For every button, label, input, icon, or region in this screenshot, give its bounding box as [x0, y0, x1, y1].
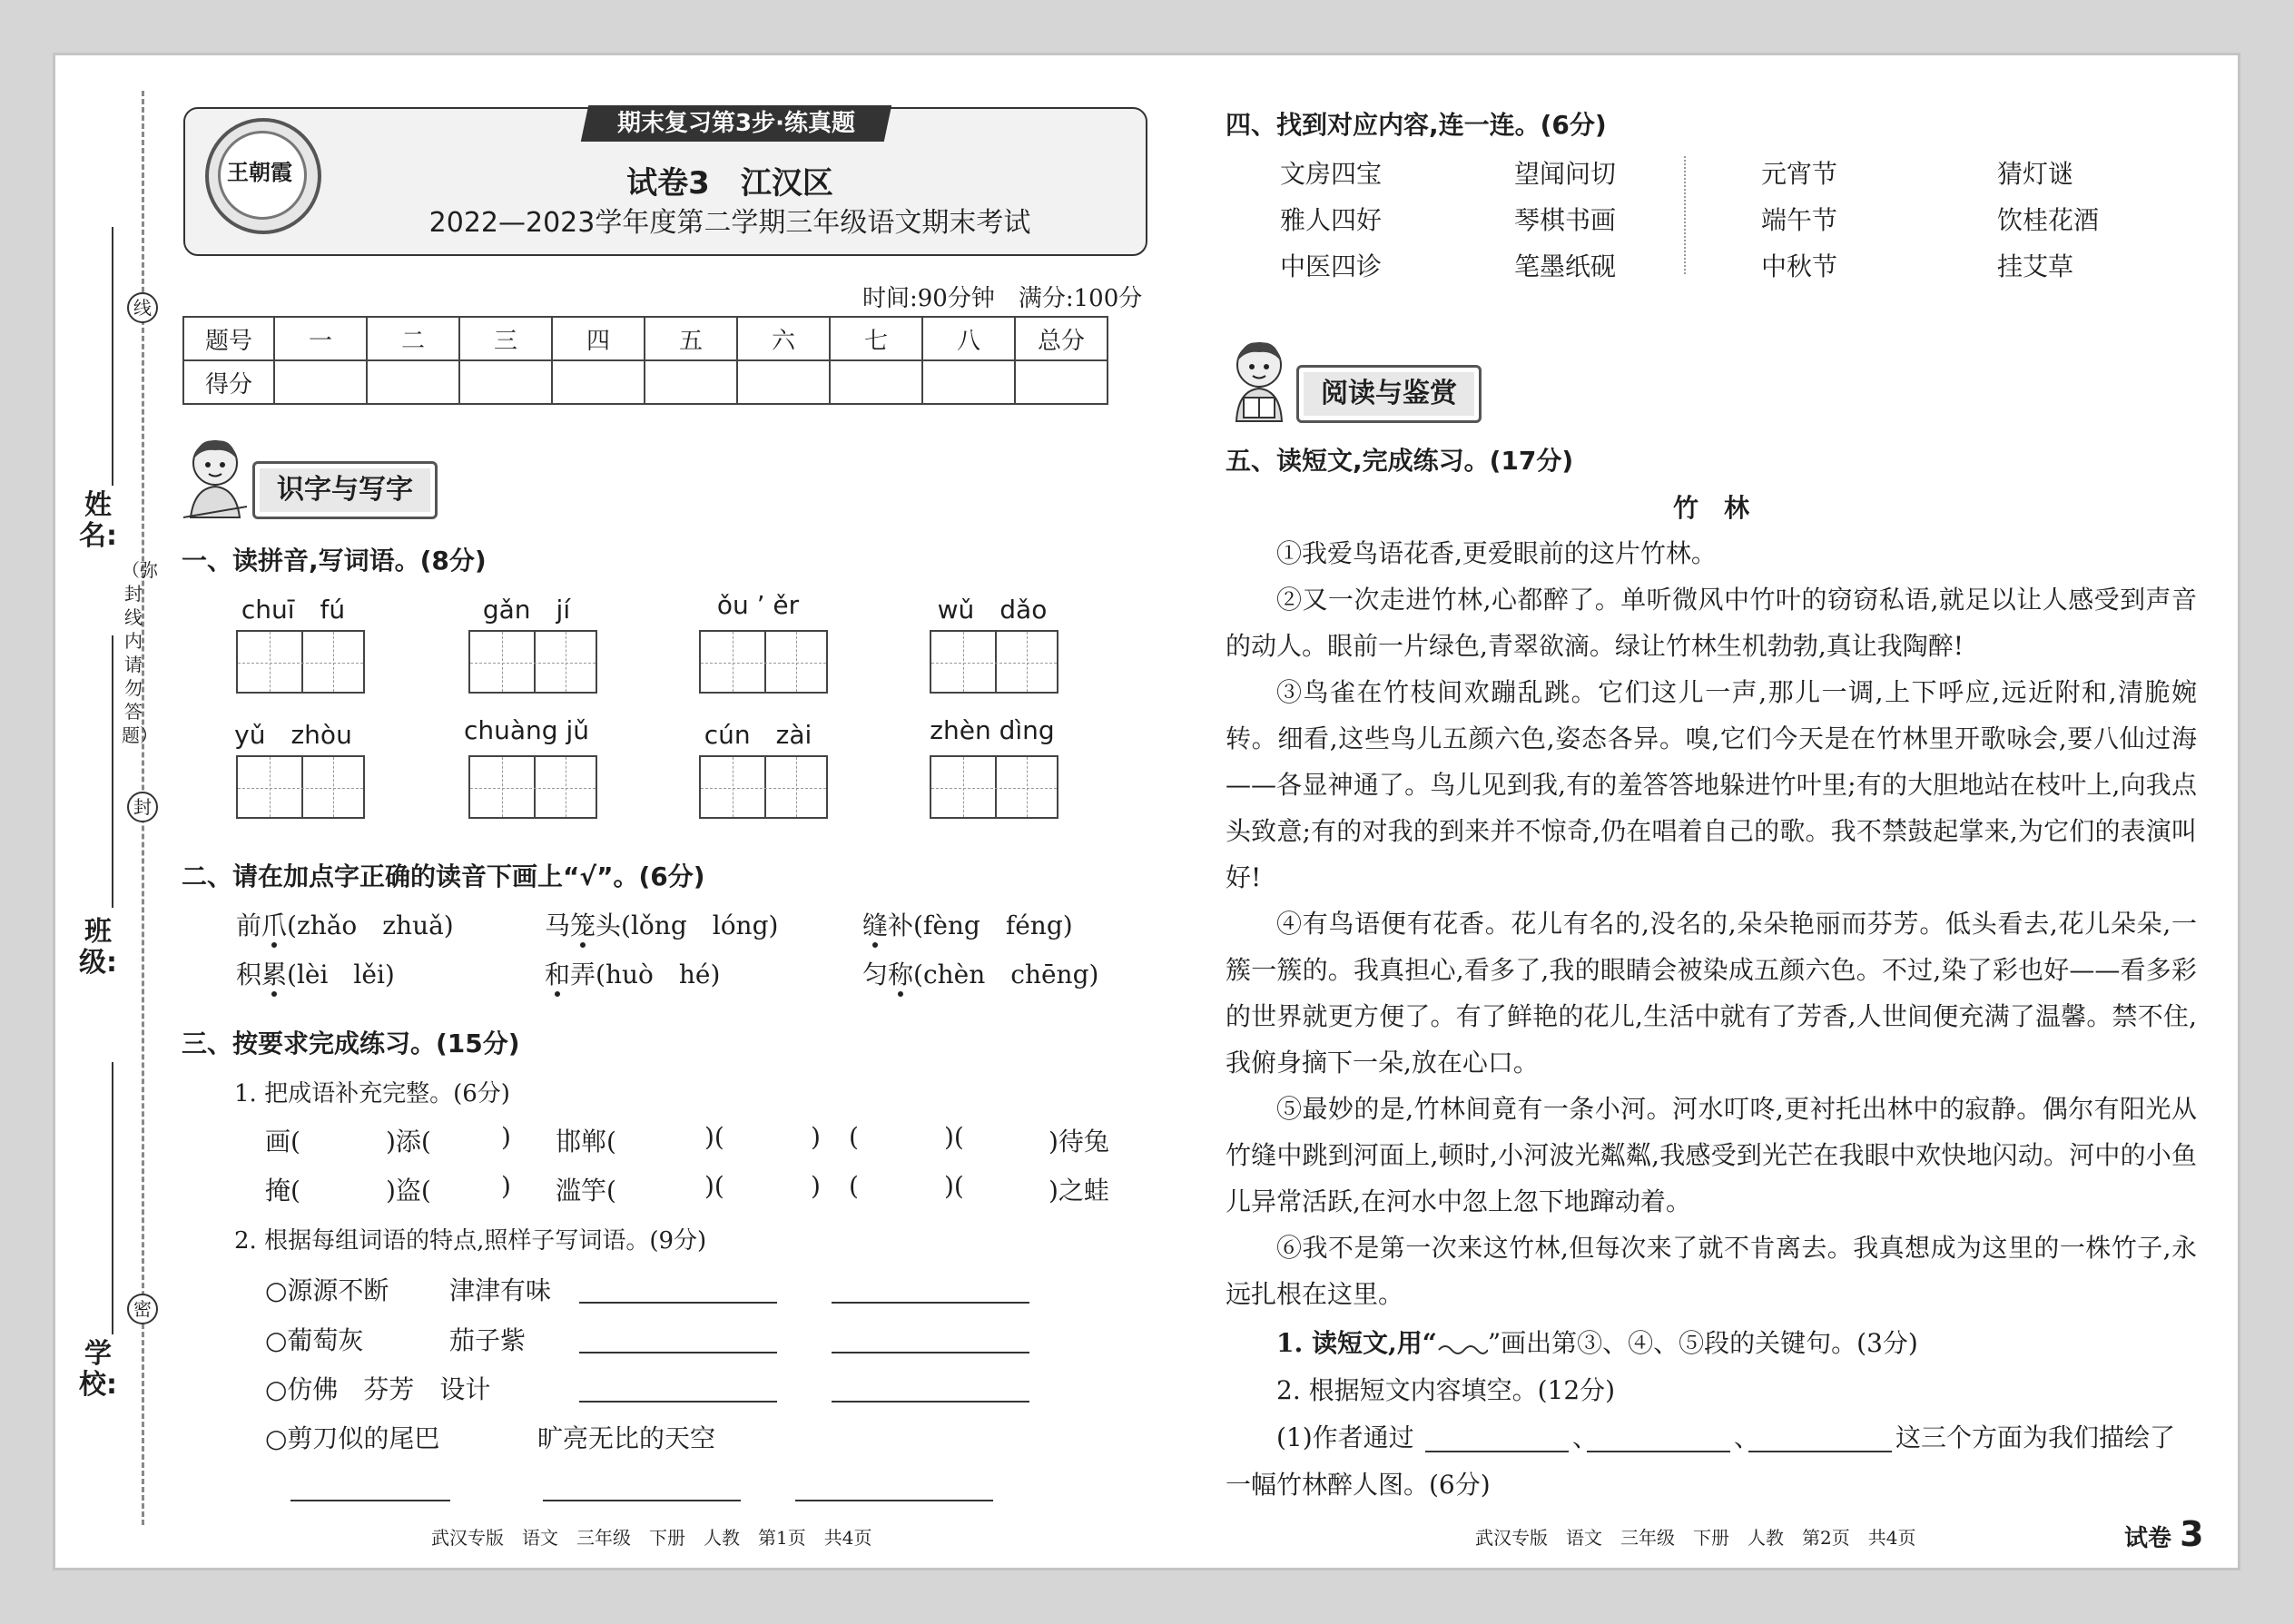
passage-paragraph: ⑥我不是第一次来这竹林,但每次来了就不肯离去。我真想成为这里的一株竹子,永远扎根在这里。	[1226, 1233, 2197, 1309]
score-header-cell: 七	[830, 317, 922, 360]
match-item: 端午节	[1761, 205, 1838, 235]
passage-paragraph: ③鸟雀在竹枝间欢蹦乱跳。它们这儿一声,那儿一调,上下呼应,远近附和,清脆婉转。细看,这些鸟儿五颜六色,姿态各异。嗅,它们今天是在竹林里开歌咏会,要八仙过海——各显神通了。鸟儿见到我,有的羞答答地躲进竹叶里;有的大胆地站在枝叶上,向我点头致意;有的对我的到来并不惊奇,仍在唱着自己的歌。我不禁鼓起掌来,为它们的表演叫好!	[1226, 677, 2197, 892]
footer-right: 武汉专版 语文 三年级 下册 人教 第2页 共4页	[1475, 1527, 1916, 1549]
score-header-cell: 八	[922, 317, 1015, 360]
class-field[interactable]	[112, 635, 113, 908]
student-reading-icon	[1226, 338, 1293, 425]
wavy-line-icon	[1437, 1339, 1488, 1357]
q3-sub1: 1. 把成语补充完整。(6分)	[234, 1080, 510, 1107]
score-header-cell: 二	[367, 317, 459, 360]
q4-title: 四、找到对应内容,连一连。(6分)	[1226, 110, 1607, 140]
paper-subtitle: 2022—2023学年度第二学期三年级语文期末考试	[428, 207, 1031, 239]
score-cell[interactable]	[645, 360, 737, 404]
student-writing-icon	[182, 434, 249, 521]
fill-separator: 、	[1572, 1422, 1599, 1452]
writing-grid[interactable]	[699, 755, 828, 819]
match-item: 文房四宝	[1280, 159, 1383, 189]
writing-grid[interactable]	[930, 630, 1058, 694]
writing-grid[interactable]	[930, 755, 1058, 819]
dotted-char: 和	[545, 960, 571, 989]
answer-line[interactable]	[832, 1352, 1029, 1353]
answer-line[interactable]	[795, 1500, 993, 1501]
q2-item[interactable]: 缝补(fèng féng)	[862, 910, 1073, 940]
match-item: 琴棋书画	[1514, 205, 1617, 235]
match-item: 猜灯谜	[1997, 159, 2074, 189]
score-header-cell: 四	[552, 317, 645, 360]
dotted-char: 笼	[570, 910, 596, 940]
pinyin-label: chuàng jǔ	[464, 715, 589, 745]
writing-grid[interactable]	[468, 755, 597, 819]
q4-column-left-b[interactable]	[1514, 151, 1616, 290]
pinyin-label: gǎn jí	[482, 595, 571, 625]
score-header-cell: 五	[645, 317, 737, 360]
example-word: 津津有味	[449, 1275, 552, 1305]
score-header-cell: 总分	[1015, 317, 1108, 360]
binding-note: （弥封线内请勿答题）	[122, 559, 158, 746]
idiom-row-2[interactable]: 掩( )盗( ) 滥竽( )( ) ( )( )之蛙	[265, 1171, 1109, 1206]
review-step-tag: 期末复习第3步·练真题	[581, 105, 891, 142]
answer-line[interactable]	[832, 1302, 1029, 1304]
q2-item[interactable]: 前爪(zhǎo zhuǎ)	[236, 910, 454, 940]
q1-title: 一、读拼音,写词语。(8分)	[182, 546, 487, 576]
pinyin-label: cún zài	[704, 720, 812, 750]
q2-item[interactable]: 马笼头(lǒng lóng)	[545, 910, 779, 940]
answer-line[interactable]	[543, 1500, 741, 1501]
answer-line[interactable]	[1425, 1451, 1569, 1452]
match-item: 中医四诊	[1280, 251, 1383, 281]
answer-line[interactable]	[1748, 1451, 1892, 1452]
score-cell[interactable]	[367, 360, 459, 404]
q5-title: 五、读短文,完成练习。(17分)	[1226, 446, 1574, 476]
school-label: 学校:	[79, 1338, 117, 1401]
class-label: 班级:	[79, 916, 117, 979]
example-word: 旷亮无比的天空	[537, 1423, 716, 1453]
fill-ending: 一幅竹林醉人图。(6分)	[1226, 1470, 1491, 1500]
score-header-cell: 一	[274, 317, 367, 360]
example-word: ○葡萄灰	[265, 1325, 364, 1355]
binding-mi-mark: 密	[127, 1294, 158, 1324]
dotted-char: 累	[261, 960, 288, 989]
footer-left: 武汉专版 语文 三年级 下册 人教 第1页 共4页	[431, 1527, 872, 1549]
q4-column-right-b[interactable]	[1997, 151, 2099, 290]
q5-sub1: 1. 读短文,用“ ”画出第③、④、⑤段的关键句。(3分)	[1276, 1328, 1918, 1358]
time-info: 时间:90分钟 满分:100分	[862, 285, 1143, 312]
idiom-row-1[interactable]: 画( )添( ) 邯郸( )( ) ( )( )待兔	[265, 1122, 1109, 1156]
passage-title: 竹 林	[1672, 493, 1749, 523]
name-field[interactable]	[112, 227, 113, 486]
score-header-cell: 六	[737, 317, 830, 360]
match-item: 元宵节	[1761, 159, 1838, 189]
score-header-cell: 三	[459, 317, 552, 360]
paper-label: 试卷 3	[2124, 1514, 2204, 1554]
binding-xian-mark: 线	[127, 292, 158, 323]
q2-item[interactable]: 积累(lèi lěi)	[236, 960, 395, 989]
paper-number: 3	[2180, 1514, 2204, 1554]
pinyin-label: zhèn dìng	[930, 715, 1055, 745]
answer-line[interactable]	[832, 1401, 1029, 1403]
publisher-logo	[205, 118, 321, 234]
q3-title: 三、按要求完成练习。(15分)	[182, 1029, 520, 1058]
answer-line[interactable]	[579, 1352, 777, 1353]
example-word: 茄子紫	[449, 1325, 527, 1355]
score-cell[interactable]	[830, 360, 922, 404]
match-item: 挂艾草	[1997, 251, 2074, 281]
score-cell[interactable]	[922, 360, 1015, 404]
answer-line[interactable]	[1587, 1451, 1730, 1452]
q3-sub2: 2. 根据每组词语的特点,照样子写词语。(9分)	[234, 1227, 707, 1255]
paper-header	[183, 107, 1147, 256]
match-item: 雅人四好	[1280, 205, 1383, 235]
writing-grid[interactable]	[699, 630, 828, 694]
answer-line[interactable]	[290, 1500, 450, 1501]
match-item: 中秋节	[1761, 251, 1838, 281]
fill-suffix: 这三个方面为我们描绘了	[1895, 1422, 2176, 1452]
logo-text: 王朝霞	[227, 159, 292, 185]
dotted-char: 爪	[261, 910, 288, 940]
q5-sub2: 2. 根据短文内容填空。(12分)	[1276, 1375, 1616, 1405]
fill-prefix: (1)作者通过	[1276, 1422, 1414, 1452]
score-cell[interactable]	[552, 360, 645, 404]
match-item: 笔墨纸砚	[1514, 251, 1617, 281]
section-badge-reading: 阅读与鉴赏	[1296, 365, 1482, 423]
writing-grid[interactable]	[236, 630, 365, 694]
section-badge-literacy: 识字与写字	[252, 461, 438, 519]
example-word: ○源源不断	[265, 1275, 389, 1305]
score-row-label: 得分	[183, 360, 274, 404]
q2-item[interactable]: 匀称(chèn chēng)	[862, 960, 1099, 989]
example-word: ○仿佛 芬芳 设计	[265, 1374, 491, 1404]
q2-item[interactable]: 和弄(huò hé)	[545, 960, 721, 989]
score-table	[182, 316, 1108, 405]
binding-feng-mark: 封	[127, 792, 158, 822]
score-cell[interactable]	[1015, 360, 1108, 404]
match-item: 望闻问切	[1514, 159, 1617, 189]
answer-line[interactable]	[579, 1302, 777, 1304]
writing-grid[interactable]	[468, 630, 597, 694]
passage-paragraph: ②又一次走进竹林,心都醉了。单听微风中竹叶的窃窃私语,就足以让人感受到声音的动人。眼前一片绿色,青翠欲滴。绿让竹林生机勃勃,真让我陶醉!	[1226, 585, 2197, 661]
pinyin-label: ǒu ’ ěr	[716, 590, 800, 620]
q4-divider	[1684, 156, 1686, 274]
score-header-cell: 题号	[183, 317, 274, 360]
answer-line[interactable]	[579, 1401, 777, 1403]
score-cell[interactable]	[737, 360, 830, 404]
pinyin-label: wǔ dǎo	[937, 595, 1048, 625]
score-cell[interactable]	[459, 360, 552, 404]
passage-paragraph: ④有鸟语便有花香。花儿有名的,没名的,朵朵艳丽而芬芳。低头看去,花儿朵朵,一簇一簇的。我真担心,看多了,我的眼睛会被染成五颜六色。不过,染了彩也好——看多彩的世界就更方便了。有了鲜艳的花儿,生活中就有了芳香,人世间便充满了温馨。禁不住,我俯身摘下一朵,放在心口。	[1226, 909, 2197, 1078]
dotted-char: 称	[888, 960, 914, 989]
dotted-char: 缝	[862, 910, 889, 940]
passage-paragraph: ①我爱鸟语花香,更爱眼前的这片竹林。	[1276, 538, 1717, 568]
example-word: ○剪刀似的尾巴	[265, 1423, 440, 1453]
fill-separator: 、	[1734, 1422, 1760, 1452]
name-label: 姓名:	[79, 489, 117, 552]
q4-column-right-a[interactable]	[1761, 151, 1837, 290]
pinyin-label: chuī fú	[241, 595, 346, 625]
score-cell[interactable]	[274, 360, 367, 404]
paper-title: 试卷3 江汉区	[626, 165, 833, 202]
q4-column-left-a[interactable]	[1280, 151, 1382, 290]
passage-paragraph: ⑤最妙的是,竹林间竟有一条小河。河水叮咚,更衬托出林中的寂静。偶尔有阳光从竹缝中跳到河面上,顿时,小河波光粼粼,我感受到光芒在我眼中欢快地闪动。河中的小鱼儿异常活跃,在河水中忽上忽下地蹿动着。	[1226, 1094, 2197, 1216]
pinyin-label: yǔ zhòu	[234, 720, 352, 750]
writing-grid[interactable]	[236, 755, 365, 819]
q2-title: 二、请在加点字正确的读音下画上“√”。(6分)	[182, 861, 705, 891]
match-item: 饮桂花酒	[1997, 205, 2100, 235]
